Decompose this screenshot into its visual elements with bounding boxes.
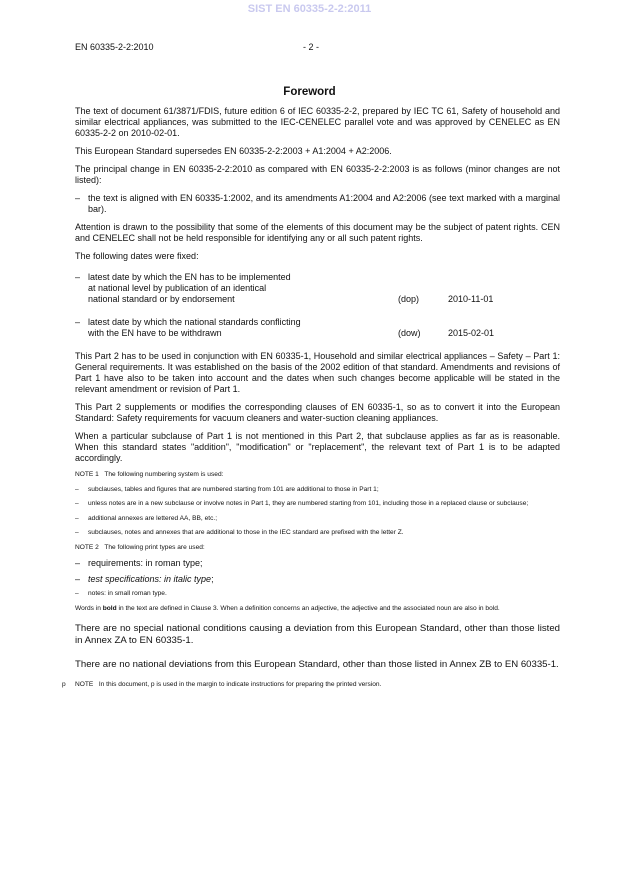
header-doc-id: EN 60335-2-2:2010 bbox=[75, 42, 154, 52]
dash: – bbox=[75, 590, 79, 597]
date-abbr: (dow) bbox=[398, 328, 421, 338]
note-item-text: additional annexes are lettered AA, BB, etc.; bbox=[88, 514, 218, 522]
dash: – bbox=[75, 558, 81, 568]
note-item bbox=[75, 486, 560, 495]
date-abbr: (dop) bbox=[398, 294, 420, 304]
note-item-text: unless notes are in a new subclause or involve notes in Part 1, they are numbered starting from 101, including those in a replaced clause or subclause; bbox=[88, 500, 529, 507]
dash: – bbox=[75, 317, 81, 327]
dash: – bbox=[75, 272, 81, 282]
note-item bbox=[75, 558, 560, 569]
list-item-text: the text is aligned with EN 60335-1:2002, and its amendments A1:2004 and A2:2006 (see text marked with a marginal bar). bbox=[88, 193, 560, 214]
dash: – bbox=[75, 500, 79, 507]
margin-marker: p bbox=[62, 681, 66, 688]
punctuation: ; bbox=[211, 574, 214, 584]
date-desc: latest date by which the EN has to be implemented bbox=[88, 272, 291, 282]
date-desc: latest date by which the national standards conflicting bbox=[88, 317, 301, 327]
dash: – bbox=[75, 529, 79, 536]
dash: – bbox=[75, 574, 81, 584]
paragraph: The text of document 61/3871/FDIS, future edition 6 of IEC 60335-2-2, prepared by IEC TC 61, Safety of household and similar electrical appliances, was submitted to the IEC-CENELEC parallel vote and was approved by CENELEC as EN 60335-2-2 on 2010-02-01. bbox=[75, 106, 560, 138]
dash: – bbox=[75, 485, 79, 493]
paragraph: This European Standard supersedes EN 60335-2-2:2003 + A1:2004 + A2:2006. bbox=[75, 146, 392, 156]
note-item bbox=[75, 574, 560, 585]
dash: – bbox=[75, 193, 81, 203]
note-label: NOTE bbox=[75, 681, 94, 688]
paragraph: There are no national deviations from this European Standard, other than those listed in Annex ZB to EN 60335-1. bbox=[75, 659, 559, 670]
note-text: In this document, p is used in the margin to indicate instructions for preparing the printed version. bbox=[98, 681, 382, 688]
date-desc: at national level by publication of an identical bbox=[88, 283, 267, 293]
date-value: 2015-02-01 bbox=[448, 328, 495, 338]
paragraph: The following dates were fixed: bbox=[75, 251, 199, 261]
text: in the text are defined in Clause 3. When a definition concerns an adjective, the adjective and the associated noun are also in bold. bbox=[116, 604, 500, 612]
date-row-dow bbox=[75, 317, 560, 339]
header-page-number: - 2 - bbox=[303, 42, 320, 52]
note-label: NOTE 1 bbox=[75, 471, 99, 478]
paragraph: Attention is drawn to the possibility that some of the elements of this document may be the subject of patent rights. CEN and CENELEC shall not be held responsible for identifying any or all such patent rights. bbox=[75, 222, 560, 243]
note-label: NOTE 2 bbox=[75, 543, 99, 551]
note-text: The following print types are used: bbox=[104, 543, 205, 551]
date-desc: with the EN have to be withdrawn bbox=[88, 328, 222, 338]
date-desc: national standard or by endorsement bbox=[88, 294, 235, 304]
watermark: SIST EN 60335-2-2:2011 bbox=[247, 3, 372, 15]
note-item bbox=[75, 515, 560, 524]
note-item-text: subclauses, tables and figures that are numbered starting from 101 are additional to those in Part 1; bbox=[88, 485, 379, 493]
bold-words-note bbox=[75, 605, 560, 614]
paragraph: When a particular subclause of Part 1 is not mentioned in this Part 2, that subclause applies as far as is reasonable. When this standard states "addition", "modification" or "replacement", the relevant text of Part 1 is to be adapted accordingly. bbox=[75, 431, 560, 463]
date-row-dop bbox=[75, 272, 560, 305]
note-text: The following numbering system is used: bbox=[104, 471, 224, 478]
note-item-text: subclauses, notes and annexes that are additional to those in the IEC standard are prefixed with the letter Z. bbox=[88, 529, 404, 536]
paragraph: This Part 2 has to be used in conjunction with EN 60335-1, Household and similar electrical appliances – Safety – Part 1: General requirements. It was established on the basis of the 2002 edition of that standard. Amendments and revisions of Part 1 have also to be taken into account and the dates when such changes become applicable will be stated in the relevant amendment or revision of Part 1. bbox=[75, 351, 560, 394]
paragraph: The principal change in EN 60335-2-2:2010 as compared with EN 60335-2-2:2003 is as follows (minor changes are not listed): bbox=[75, 164, 560, 185]
note-item bbox=[75, 590, 560, 599]
note-item bbox=[75, 529, 560, 538]
note-item bbox=[75, 500, 560, 509]
page-title: Foreword bbox=[283, 86, 336, 98]
note-1 bbox=[75, 471, 560, 480]
text: Words in bbox=[75, 604, 103, 612]
note-item-text: requirements: in roman type; bbox=[88, 558, 203, 568]
paragraph: There are no special national conditions causing a deviation from this European Standard, other than those listed in Annex ZA to EN 60335-1. bbox=[75, 623, 560, 646]
note-item-text: notes: in small roman type. bbox=[88, 590, 167, 597]
document-body bbox=[62, 106, 560, 696]
date-value: 2010-11-01 bbox=[448, 294, 494, 304]
list-item bbox=[75, 193, 560, 215]
bold-text: bold bbox=[102, 604, 117, 612]
print-note bbox=[62, 681, 560, 690]
note-item-text: test specifications: in italic type bbox=[88, 574, 212, 584]
paragraph: This Part 2 supplements or modifies the corresponding clauses of EN 60335-1, so as to convert it into the European Standard: Safety requirements for vacuum cleaners and water-suction cleaning appliances. bbox=[75, 402, 560, 423]
dash: – bbox=[75, 514, 79, 522]
note-2 bbox=[75, 544, 560, 553]
